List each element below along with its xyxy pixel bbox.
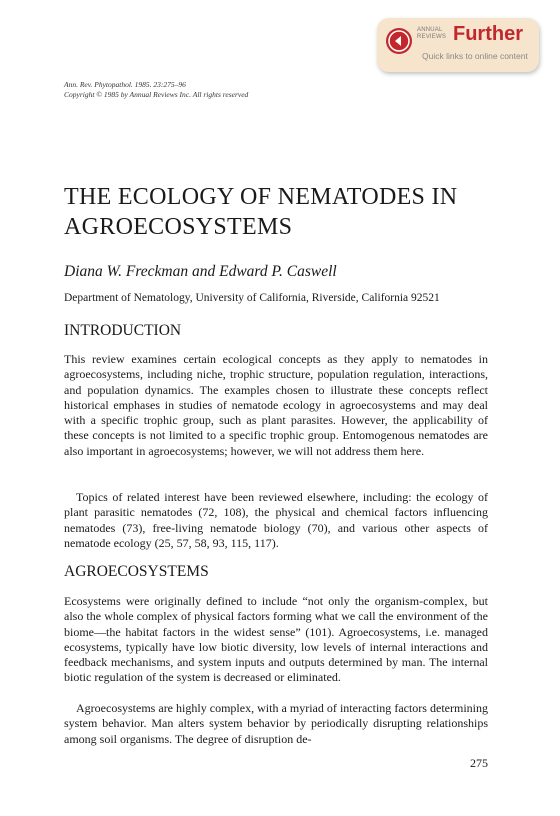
authors: Diana W. Freckman and Edward P. Caswell	[64, 263, 337, 280]
article-title: THE ECOLOGY OF NEMATODES IN AGROECOSYSTEMS	[64, 184, 458, 240]
affiliation: Department of Nematology, University of California, Riverside, California 92521	[64, 292, 440, 304]
body-paragraph: Topics of related interest have been reviewed elsewhere, including: the ecology of plant parasitic nematodes (72, 108), the physical and chemical factors influencing nematodes (73), free-living nematode biology (70), and various other aspects of nematode ecology (25, 57, 58, 93, 115, 117).	[64, 490, 488, 550]
badge-brand-line2: REVIEWS	[417, 34, 447, 40]
body-paragraph: This review examines certain ecological concepts as they apply to nematodes in agroecosystems, including niche, trophic structure, population regulation, interactions, and population dynamics. The examples chosen to illustrate these concepts reflect historical emphases in studies of nematode ecology in agroecosystems and may deal with a specific trophic group, such as plant parasites. However, the applicability of these concepts is not limited to a specific trophic group. Entomogenous nematodes are also important in agroecosystems; however, we will not address them here.	[64, 352, 488, 458]
citation-line2: Copyright © 1985 by Annual Reviews Inc. All rights reserved	[64, 90, 249, 99]
badge-brand-line1: ANNUAL	[417, 27, 443, 33]
citation-line1: Ann. Rev. Phytopathol. 1985. 23:275–96	[64, 80, 186, 89]
annual-reviews-further-badge[interactable]	[377, 18, 539, 72]
badge-subtitle: Quick links to online content	[422, 51, 528, 61]
section-heading-agroecosystems: AGROECOSYSTEMS	[64, 563, 209, 580]
journal-citation	[64, 80, 248, 100]
play-arrow-icon	[386, 28, 412, 54]
page-number: 275	[470, 756, 488, 770]
badge-brand	[417, 27, 446, 41]
body-paragraph: Ecosystems were originally defined to include “not only the organism-complex, but also the whole complex of physical factors forming what we call the environment of the biome—the habitat factors in the widest sense” (101). Agroecosystems, i.e. managed ecosystems, typically have low biotic diversity, low levels of internal interactions and feedback mechanisms, and system inputs and outputs determined by man. The internal biotic regulation of the system is decreased or eliminated.	[64, 594, 488, 685]
badge-title: Further	[453, 23, 523, 45]
section-heading-introduction: INTRODUCTION	[64, 322, 182, 339]
body-paragraph: Agroecosystems are highly complex, with a myriad of interacting factors determining system behavior. Man alters system behavior by periodically disrupting relationships among soil organisms. The degree of disruption de-	[64, 701, 488, 746]
